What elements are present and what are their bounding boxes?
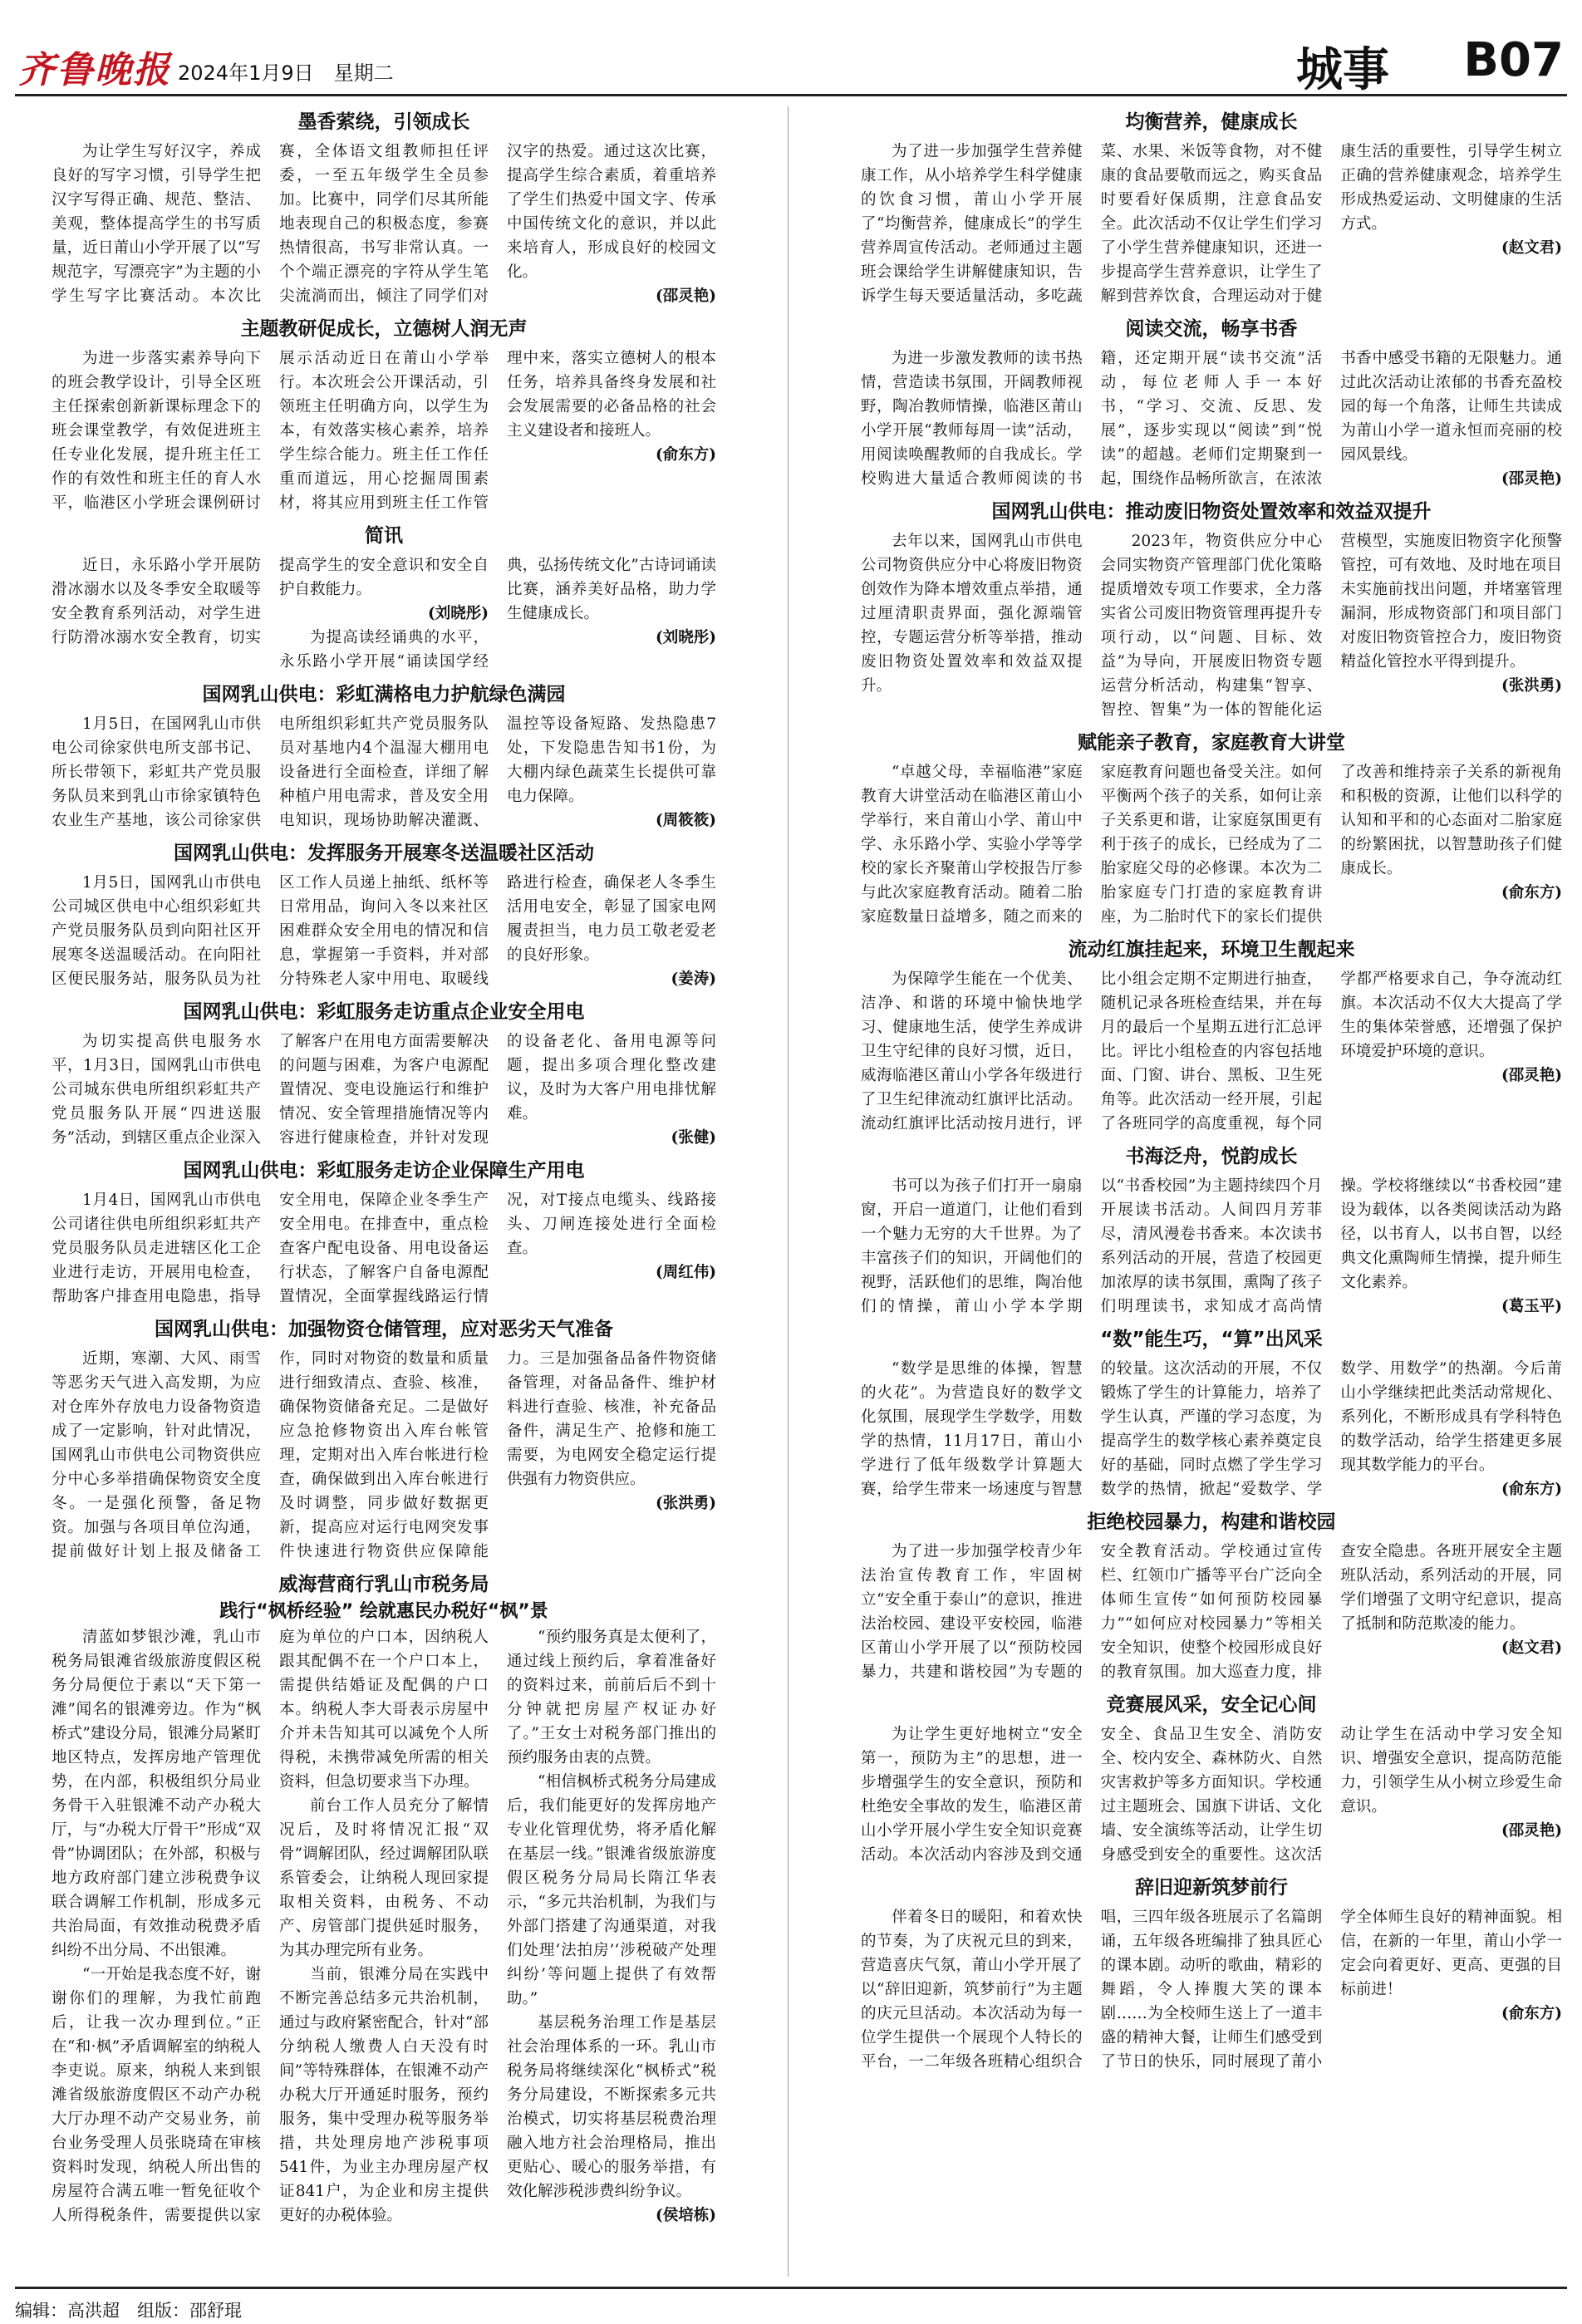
article-paragraph: 为让学生写好汉字，养成良好的写字习惯，引导学生把汉字写得正确、规范、整洁、美观，整体提高学生的书写质量，近日莆山小学开展了以“写规范字，写漂亮字”为主题的小学生写字比赛活动。本次比赛，全体语文组教师担任评委，一至五年级学生全员参加。比赛中，同学们尽其所能地表现自己的积极态度，参赛热情很高，书写非常认真。一个个端正漂亮的字符从学生笔尖流淌而出，倾注了同学们对汉字的热爱。通过这次比赛，提高学生综合素质，着重培养了学生们热爱中国文字、传承中国传统文化的意识，并以此来培育人，形成良好的校园文化。: [52, 143, 716, 305]
article-paragraph: 前台工作人员充分了解情况后，及时将情况汇报“双骨”调解团队，经过调解团队联系管委会，让纳税人现回家提取相关资料，由税务、不动产、房管部门提供延时服务，为其办理完所有业务。: [279, 1797, 489, 1959]
article-paragraph: 书可以为孩子们打开一扇扇窗，开启一道道门，让他们看到一个魅力无穷的大千世界。为了丰富孩子们的知识，开阔他们的视野，活跃他们的思维，陶冶他们的情操，莆山小学本学期以“书香校园”为主题持续四个月开展读书活动。人间四月芳菲尽，清风漫卷书香来。本次读书系列活动的开展，营造了校园更加浓厚的读书氛围，熏陶了孩子们明理读书，求知成才高尚情操。学校将继续以“书香校园”建设为载体，以各类阅读活动为路径，以书育人，以书自智，以经典文化熏陶师生情操，提升师生文化素养。: [861, 1177, 1562, 1315]
article-body: [861, 965, 1562, 1136]
article: [861, 1141, 1562, 1319]
article-title: 墨香萦绕，引领成长: [297, 111, 470, 133]
article: [861, 934, 1562, 1136]
article-paragraph: “相信枫桥式税务分局建成后，我们能更好的发挥房地产专业化管理优势，将矛盾化解在基层一线。”银滩省级旅游度假区税务分局局长隋江华表示，“多元共治机制，为我们与外部门搭建了沟通渠道，对我们处理‘法拍房’‘涉税破产处理纠纷’等问题上提供了有效帮助。”: [507, 1773, 716, 2007]
article-body: [861, 1721, 1562, 1867]
article-paragraph: 1月4日，国网乳山市供电公司诸往供电所组织彩虹共产党员服务队员走进辖区化工企业进行走访，开展用电检查，帮助客户排查用电隐患，指导安全用电，保障企业冬季生产安全用电。在排查中，重点检查客户配电设备、用电设备运行状态，了解客户自备电源配置情况，全面掌握线路运行情况，对T接点电缆头、线路接头、刀闸连接处进行全面检查。: [52, 1191, 716, 1305]
article-author: (邵灵艳): [1501, 1822, 1562, 1840]
article: [861, 1689, 1562, 1867]
article-paragraph: 为进一步激发教师的读书热情，营造读书氛围，开阔教师视野，陶冶教师情操，临港区莆山小学开展“教师每周一读”活动，用阅读唤醒教师的自我成长。学校购进大量适合教师阅读的书籍，还定期开展“读书交流”活动，每位老师人手一本好书，“学习、交流、反思、发展”，逐步实现以“阅读”到“悦读”的超越。老师们定期聚到一起，围绕作品畅所欲言，在浓浓书香中感受书籍的无限魅力。通过此次活动让浓郁的书香充盈校园的每一个角落，让师生共读成为莆山小学一道永恒而亮丽的校园风景线。: [861, 350, 1562, 488]
article-title: 流动红旗挂起来，环境卫生靓起来: [1068, 939, 1355, 961]
article-title: 国网乳山供电：彩虹服务走访重点企业安全用电: [183, 1001, 585, 1023]
article: [861, 1506, 1562, 1684]
article-paragraph: 近期，寒潮、大风、雨雪等恶劣天气进入高发期，为应对仓库外存放电力设备物资造成了一定影响，针对此情况，国网乳山市供电公司物资供应分中心多举措确保物资安全度冬。一是强化预警，备足物资。加强与各项目单位沟通，提前做好计划上报及储备工作，同时对物资的数量和质量进行细致清点、查验、核准，确保物资储备充足。二是做好应急抢修物资出入库台帐管理，定期对出入库台帐进行检查，确保做到出入库台帐进行及时调整，同步做好数据更新，提高应对运行电网突发事件快速进行物资供应保障能力。三是加强备品备件物资储备管理，对备品备件、维护材料进行查验、核准，补充备品备件，满足生产、抢修和施工需要，为电网安全稳定运行提供强有力物资供应。: [52, 1350, 716, 1560]
article-paragraph: 为进一步落实素养导向下的班会教学设计，引导全区班主任探索创新新课标理念下的班会课堂教学，有效促进班主任专业化发展，提升班主任工作的有效性和班主任的育人水平，临港区小学班会课例研讨展示活动近日在莆山小学举行。本次班会公开课活动，引领班主任明确方向，以学生为本，有效落实核心素养，培养学生综合能力。班主任工作任重而道远，用心挖掘周围素材，将其应用到班主任工作管理中来，落实立德树人的根本任务，培养具备终身发展和社会发展需要的必备品格的社会主义建设者和接班人。: [52, 350, 716, 512]
article: [861, 727, 1562, 929]
article-body: [861, 1538, 1562, 1684]
article-paragraph: 为让学生更好地树立“安全第一，预防为主”的思想，进一步增强学生的安全意识，预防和杜绝安全事故的发生，临港区莆山小学开展小学生安全知识竞赛活动。本次活动内容涉及到交通安全、食品卫生安全、消防安全、校内安全、森林防火、自然灾害救护等多方面知识。学校通过主题班会、国旗下讲话、文化墙、安全演练等活动，让学生切身感受到安全的重要性。这次活动让学生在活动中学习安全知识、增强安全意识，提高防范能力，引领学生从小树立珍爱生命意识。: [861, 1726, 1562, 1864]
article-author: (邵灵艳): [1501, 1067, 1562, 1084]
article-body: [861, 759, 1562, 929]
article-paragraph: 当前，银滩分局在实践中不断完善总结多元共治机制，通过与政府紧密配合，针对“部分纳税人缴费人白天没有时间”等特殊群体，在银滩不动产办税大厅开通延时服务，预约服务，集中受理办税等服务举措，共处理房地产涉税事项541件，为业主办理房屋产权证841户，为企业和房主提供更好的办税体验。: [279, 1966, 489, 2224]
right-column: [861, 106, 1562, 2277]
article-author: (刘晓彤): [427, 605, 489, 622]
article-paragraph: “一开始是我态度不好，谢谢你们的理解，为我忙前跑后，让我一次办理到位。”正在“和·枫”矛盾调解室的纳税人李吏说。原来，纳税人来到银滩省级旅游度假区不动产办税大厅办理不动产交易业务，前台业务受理人员张晓琦在审核资料时发现，纳税人所出售的房屋符合满五唯一暂免征收个人所得税条件，需要提供以家庭为单位的户口本，因纳税人跟其配偶不在一个户口本上，需提供结婚证及配偶的户口本。纳税人李大哥表示房屋中介并未告知其可以减免个人所得税，未携带减免所需的相关资料，但急切要求当下办理。: [52, 1629, 489, 2224]
article-title: 书海泛舟，悦韵成长: [1125, 1146, 1298, 1167]
article-paragraph: 2023年，物资供应分中心会同实物资产管理部门优化策略提质增效专项工作要求，全力落实省公司废旧物资管理再提升专项行动，以“问题、目标、效益”为导向，开展废旧物资专题运营分析活动，构建集“智享、智控、智集”为一体的智能化运营模型，实施废旧物资字化预警管控，可有效地、及时地在项目未实施前找出问题，并堵塞管理漏洞，形成物资部门和项目部门对废旧物资管控合力，废旧物资精益化管控水平得到提升。: [1100, 533, 1562, 719]
article-title: 赋能亲子教育，家庭教育大讲堂: [1078, 732, 1345, 754]
article-author: (侯培栋): [655, 2207, 716, 2224]
article-author: (周红伟): [655, 1264, 716, 1281]
article-author: (俞东方): [1501, 2005, 1562, 2022]
article: [861, 1872, 1562, 2074]
article-title: 均衡营养，健康成长: [1125, 111, 1298, 133]
article-body: [52, 869, 716, 991]
article-paragraph: 近日，永乐路小学开展防滑冰溺水以及冬季安全取暖等安全教育系列活动，对学生进行防滑冰溺水安全教育，切实提高学生的安全意识和安全自护自救能力。: [52, 557, 489, 646]
article-author: (赵文君): [1501, 239, 1562, 257]
article-paragraph: 去年以来，国网乳山市供电公司物资供应分中心将废旧物资创效作为降本增效重点举措，通过厘清职责界面，强化源端管控，专题运营分析等举措，推动废旧物资处置效率和效益双提升。: [861, 533, 1083, 695]
article-paragraph: 为了进一步加强学校青少年法治宣传教育工作，牢固树立“安全重于泰山”的意识，推进法治校园、建设平安校园，临港区莆山小学开展了以“预防校园暴力，共建和谐校园”为专题的安全教育活动。学校通过宣传栏、红领巾广播等平台广泛向全体师生宣传“如何预防校园暴力”“如何应对校园暴力”等相关安全知识，使整个校园形成良好的教育氛围。加大巡查力度，排查安全隐患。各班开展安全主题班队活动，系列活动的开展，同学们增强了文明守纪意识，提高了抵制和防范欺凌的能力。: [861, 1543, 1562, 1681]
article-body: [52, 552, 716, 674]
article: [861, 313, 1562, 491]
article-title: 辞旧迎新筑梦前行: [1135, 1877, 1288, 1899]
article-title: 阅读交流，畅享书香: [1125, 318, 1298, 340]
article-paragraph: “预约服务真是太便利了，通过线上预约后，拿着准备好的资料过来，前前后后不到十分钟就把房屋产权证办好了。”王女士对税务部门推出的预约服务由衷的点赞。: [507, 1629, 716, 1766]
article-title: 主题教研促成长，立德树人润无声: [240, 318, 528, 340]
article-body: [861, 138, 1562, 308]
article: [861, 106, 1562, 308]
article-body: [52, 1345, 716, 1564]
article-title: 拒绝校园暴力，构建和谐校园: [1087, 1511, 1336, 1533]
article-body: [861, 1355, 1562, 1501]
article-author: (邵灵艳): [655, 287, 716, 305]
article-paragraph: “数学是思维的体操，智慧的火花”。为营造良好的数学文化氛围，展现学生学数学，用数学的热情，11月17日，莆山小学进行了低年级数学计算题大赛，给学生带来一场速度与智慧的较量。这次活动的开展，不仅锻炼了学生的计算能力，培养了学生认真，严谨的学习态度，为提高学生的数学核心素养奠定良好的基础，同时点燃了学生学习数学的热情，掀起“爱数学、学数学、用数学”的热潮。今后莆山小学继续把此类活动常规化、系列化，不断形成具有学科特色的数学活动，给学生搭建更多展现其数学能力的平台。: [861, 1360, 1562, 1498]
article-title: 竞赛展风采，安全记心间: [1106, 1694, 1317, 1716]
section-name: 城事: [1296, 43, 1389, 97]
article-paragraph: 1月5日，国网乳山市供电公司城区供电中心组织彩虹共产党员服务队员到向阳社区开展寒冬送温暖活动。在向阳社区便民服务站，服务队员为社区工作人员递上抽纸、纸杯等日常用品，询问入冬以来社区困难群众安全用电的情况和信息，掌握第一手资料，并对部分特殊老人家中用电、取暖线路进行检查，确保老人冬季生活用电安全，彰显了国家电网履责担当，电力员工敬老爱老的良好形象。: [52, 874, 716, 988]
article: [52, 1569, 716, 2228]
article-body: [52, 1028, 716, 1150]
article-body: [861, 1904, 1562, 2074]
article-body: [52, 345, 716, 515]
article-body: [861, 345, 1562, 491]
newspaper-logo: 齐鲁晚报: [18, 49, 171, 91]
article-author: (赵文君): [1501, 1639, 1562, 1657]
page-number: B07: [1463, 33, 1564, 87]
issue-date: 2024年1月9日 星期二: [178, 61, 394, 85]
article-author: (俞东方): [1501, 1481, 1562, 1498]
left-column: [52, 106, 716, 2277]
article-paragraph: 基层税务治理工作是基层社会治理体系的一环。乳山市税务局将继续深化“枫桥式”税务分局建设，不断探索多元共治模式，切实将基层税费治理融入地方社会治理格局，推出更贴心、暖心的服务举措，有效化解涉税涉费纠纷争议。: [507, 2014, 716, 2200]
article-paragraph: 1月5日，在国网乳山市供电公司徐家供电所支部书记、所长带领下，彩虹共产党员服务队员来到乳山市徐家镇特色农业生产基地，该公司徐家供电所组织彩虹共产党员服务队员对基地内4个温湿大棚用电设备进行全面检查，详细了解种植户用电需求，普及安全用电知识，现场协助解决灌溉、温控等设备短路、发热隐患7处，下发隐患告知书1份，为大棚内绿色蔬菜生长提供可靠电力保障。: [52, 715, 716, 829]
article-author: (周筱筱): [655, 812, 716, 829]
article-body: [52, 1187, 716, 1309]
article-author: (张洪勇): [655, 1495, 716, 1512]
article-title: 国网乳山供电：彩虹服务走访企业保障生产用电: [183, 1160, 585, 1182]
article-author: (张健): [671, 1129, 716, 1147]
article-paragraph: 伴着冬日的暖阳，和着欢快的节奏，为了庆祝元旦的到来，营造喜庆气氛，莆山小学开展了以“辞旧迎新，筑梦前行”为主题的庆元旦活动。本次活动为每一位学生提供一个展现个人特长的平台，一二年级各班精心组织合唱，三四年级各班展示了名篇朗诵，五年级各班编排了独具匠心的课本剧。动听的歌曲，精彩的舞蹈，令人捧腹大笑的课本剧……为全校师生送上了一道丰盛的精神大餐，让师生们感受到了节日的快乐，同时展现了莆小学全体师生良好的精神面貌。相信，在新的一年里，莆山小学一定会向着更好、更高、更强的目标前进！: [861, 1909, 1562, 2071]
page-footer: 编辑：高洪超 组版：邵舒琨: [15, 2287, 1567, 2322]
article-author: (俞东方): [655, 446, 716, 464]
article-body: [52, 710, 716, 833]
article-title: 简讯: [365, 525, 403, 547]
article-author: (葛玉平): [1501, 1298, 1562, 1315]
article-title: 威海营商行乳山市税务局: [278, 1574, 489, 1595]
article: [52, 1314, 716, 1564]
article-title: 国网乳山供电：发挥服务开展寒冬送温暖社区活动: [174, 843, 594, 864]
article-body: [52, 138, 716, 308]
article-body: [861, 1172, 1562, 1319]
column-divider: [788, 106, 789, 2277]
article-author: (刘晓彤): [655, 629, 716, 646]
article-subtitle: 践行“枫桥经验” 绘就惠民办税好“枫”景: [219, 1601, 548, 1622]
article-author: (俞东方): [1501, 884, 1562, 902]
article-paragraph: “卓越父母，幸福临港”家庭教育大讲堂活动在临港区莆山小学举行，来自莆山小学、莆山中学、永乐路小学、实验小学等学校的家长齐聚莆山学校报告厅参与此次家庭教育活动。随着二胎家庭数量日益增多，随之而来的家庭教育问题也备受关注。如何平衡两个孩子的关系，如何让亲子关系更和谐，让家庭氛围更有利于孩子的成长，已经成为了二胎家庭父母的必修课。本次为二胎家庭专门打造的家庭教育讲座，为二胎时代下的家长们提供了改善和维持亲子关系的新视角和积极的资源，让他们以科学的认知和平和的心态面对二胎家庭的纷繁困扰，以智慧助孩子们健康成长。: [861, 764, 1562, 926]
article: [861, 496, 1562, 722]
article-paragraph: 为保障学生能在一个优美、洁净、和谐的环境中愉快地学习、健康地生活，使学生养成讲卫生守纪律的良好习惯，近日，威海临港区莆山小学各年级进行了卫生纪律流动红旗评比活动。流动红旗评比活动按月进行，评比小组会定期不定期进行抽查，随机记录各班检查结果，并在每月的最后一个星期五进行汇总评比。评比小组检查的内容包括地面、门窗、讲台、黑板、卫生死角等。此次活动一经开展，引起了各班同学的高度重视，每个同学都严格要求自己，争夺流动红旗。本次活动不仅大大提高了学生的集体荣誉感，还增强了保护环境爱护环境的意识。: [861, 970, 1562, 1133]
article-body: [861, 528, 1562, 722]
article: [52, 679, 716, 833]
article: [52, 106, 716, 308]
masthead: [15, 18, 1567, 96]
article-author: (邵灵艳): [1501, 470, 1562, 488]
article-paragraph: 清蓝如梦银沙滩，乳山市税务局银滩省级旅游度假区税务分局便位于素以“天下第一滩”闻名的银滩旁边。作为“枫桥式”建设分局，银滩分局紧盯地区特点，发挥房地产管理优势，在内部，积极组织分局业务骨干入驻银滩不动产办税大厅，与“办税大厅骨干”形成“双骨”协调团队；在外部，积极与地方政府部门建立涉税费争议联合调解工作机制，形成多元共治局面，有效推动税费矛盾纠纷不出分局、不出银滩。: [52, 1629, 261, 1959]
article-author: (张洪勇): [1501, 677, 1562, 695]
article-author: (姜涛): [671, 970, 716, 988]
article: [52, 1155, 716, 1309]
article-title: 国网乳山供电：彩虹满格电力护航绿色满园: [202, 684, 566, 705]
article: [52, 838, 716, 991]
article-paragraph: 为了进一步加强学生营养健康工作，从小培养学生科学健康的饮食习惯，莆山小学开展了“均衡营养，健康成长”的学生营养周宣传活动。老师通过主题班会课给学生讲解健康知识，告诉学生每天要适量活动，多吃蔬菜、水果、米饭等食物，对不健康的食品要敬而远之，购买食品时要看好保质期，注意食品安全。此次活动不仅让学生们学习了小学生营养健康知识，还进一步提高学生营养意识，让学生了解到营养饮食，合理运动对于健康生活的重要性，引导学生树立正确的营养健康观念，培养学生形成热爱运动、文明健康的生活方式。: [861, 143, 1562, 305]
article-body: [52, 1624, 716, 2228]
article-title: 国网乳山供电：加强物资仓储管理，应对恶劣天气准备: [155, 1319, 613, 1340]
article: [52, 520, 716, 674]
article-paragraph: 为切实提高供电服务水平，1月3日，国网乳山市供电公司城东供电所组织彩虹共产党员服务队开展“四进送服务”活动，到辖区重点企业深入了解客户在用电方面需要解决的问题与困难，为客户电源配置情况、变电设施运行和维护情况、安全管理措施情况等内容进行健康检查，并针对发现的设备老化、备用电源等问题，提出多项合理化整改建议，及时为大客户用电排忧解难。: [52, 1033, 716, 1147]
article: [52, 996, 716, 1150]
article-title: “数”能生巧，“算”出风采: [1100, 1329, 1323, 1350]
article-paragraph: 为提高读经诵典的水平，永乐路小学开展“诵读国学经典，弘扬传统文化”古诗词诵读比赛，涵养美好品格，助力学生健康成长。: [279, 557, 716, 671]
article-title: 国网乳山供电：推动废旧物资处置效率和效益双提升: [991, 501, 1432, 523]
article: [861, 1324, 1562, 1501]
article: [52, 313, 716, 515]
